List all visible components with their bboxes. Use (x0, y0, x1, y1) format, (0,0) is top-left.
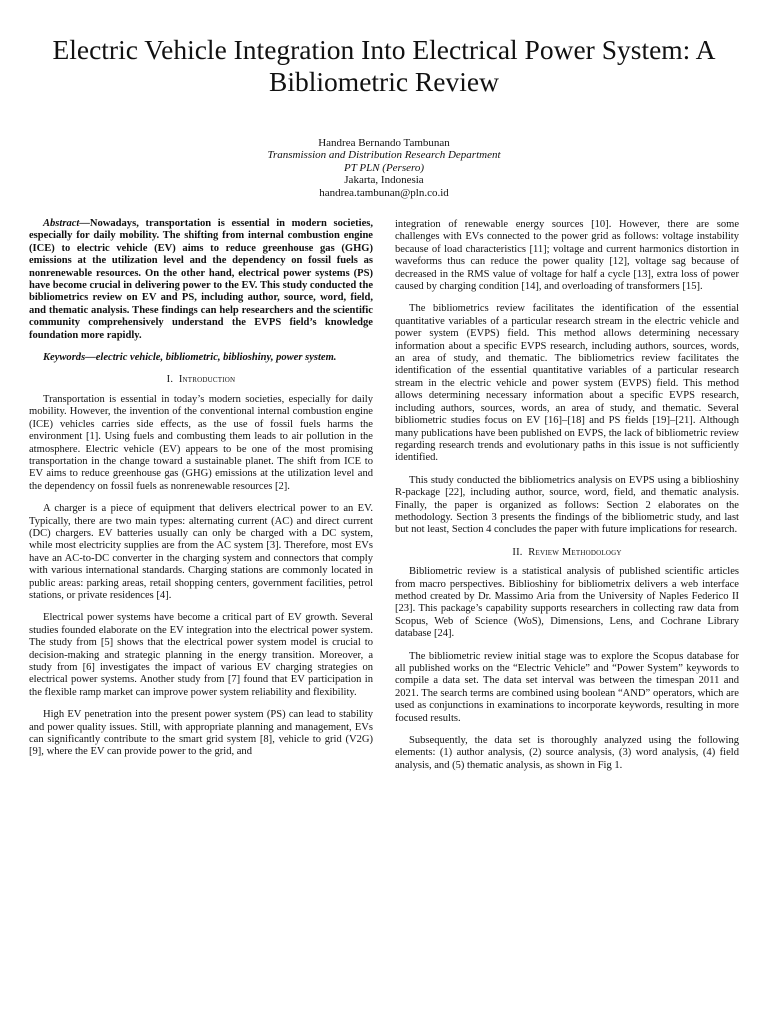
abstract-text: Nowadays, transportation is essential in modern societies, especially for daily mobility. The shifting from internal combustion engine (ICE) to electric vehicle (EV) aims to reduce greenhouse gas (GHG) emissions at the utilization level and the dependency on fossil fuels as nonrenewable resources. On the other hand, electrical power systems (PS) have become crucial in delivering power to the EV. This study conducted the bibliometrics review on EV and PS, including author, source, word, field, and thematic analysis. These findings can help researchers and the scientific community comprehensively understand the EVPS field’s knowledge foundation more rapidly. (29, 218, 373, 341)
author-organization: PT PLN (Persero) (343, 161, 425, 174)
keywords-label: Keywords— (43, 352, 96, 364)
left-column (29, 218, 373, 769)
abstract (29, 218, 373, 342)
paragraph-split-end: integration of renewable energy sources [10]. However, there are some challenges with EVs connected to the power grid as follows: voltage instability because of load characteristics [11]; voltage and current harmonics distortion in waveforms thus can reduce the power quality [12], voltage sag because of decreased in the RMS value of voltage for half a cycle [13], extra loss of power caused by charging condition [14], and overloading of transformers [15]. (395, 219, 739, 293)
section-title: Introduction (178, 374, 236, 386)
section-heading-methodology (395, 547, 739, 559)
paragraph: The bibliometric review initial stage was to explore the Scopus database for all published works on the “Electric Vehicle” and “Power System” keywords to compile a data set. The data set interval was between the timespan 2011 and 2021. The search terms are combined using boolean “AND” operators, which are used as conjunctions in examinations to incorporate keywords, resulting in more focused results. (395, 650, 739, 724)
author-department: Transmission and Distribution Research Department (267, 149, 501, 162)
section-number: I. (166, 374, 174, 386)
paragraph: The bibliometrics review facilitates the identification of the essential quantitative variables of a particular research stream in the electric vehicle and power system (EVPS) field. This method allows determining necessary information about a specific EVPS research, including authors, sources, words, an area of study, and thematic. The bibliometrics review facilitates the identification of the essential quantitative variables of a particular research stream in the electric vehicle and power system (EVPS) field. This method allows determining necessary information about a specific EVPS research, including authors, sources, words, an area of study, and thematic. Several bibliometric studies focus on EV [16]–[18] and PS fields [19]–[21]. Although many publications have been published on EVPS, the lack of bibliometric review regarding research trends and evolutionary paths in this issue is not sufficiently identified. (395, 303, 739, 464)
author-name: Handrea Bernando Tambunan (318, 137, 450, 149)
paragraph: This study conducted the bibliometrics analysis on EVPS using a biblioshiny R-package [22], including author, source, word, field, and thematic analysis. Finally, the paper is organized as follows: Section 2 elaborates on the methodology. Section 3 presents the findings of the bibliometric study, and last but not least, Section 4 concludes the paper with future implications for research. (395, 474, 739, 536)
section-heading-introduction (29, 374, 373, 386)
keywords-text: electric vehicle, bibliometric, biblioshiny, power system. (95, 352, 337, 364)
keywords (29, 352, 373, 364)
section-title: Review Methodology (528, 546, 622, 558)
right-column (395, 219, 739, 782)
author-block (184, 137, 584, 199)
section-number: II. (512, 546, 523, 558)
paragraph: A charger is a piece of equipment that delivers electrical power to an EV. Typically, there are two main types: alternating current (AC) and direct current (DC) chargers. EV batteries usually can only be charged with a DC system, while most electricity supplies are from the AC system [3]. Therefore, most EVs have an AC-to-DC converter in the charging system and connectors that comply with various international standards. Charging stations are commonly located in public areas: parking areas, retail shopping centers, government facilities, petrol stations, or private residences [4]. (29, 503, 373, 601)
paragraph: Transportation is essential in today’s modern societies, especially for daily mobility. However, the invention of the conventional internal combustion engine (ICE) vehicles carries side effects, as the use of fossil fuels harms the environment [1]. Using fuels and combusting them leads to air pollution in the atmosphere. Electric vehicle (EV) appears to be one of the most promising transportation in the change toward a sustainable planet. The shift from ICE to EV aims to reduce greenhouse gas (GHG) emissions at the utilization level and the dependency on fossil fuels as nonrenewable resources [2]. (29, 393, 373, 492)
paragraph: Subsequently, the data set is thoroughly analyzed using the following elements: (1) author analysis, (2) source analysis, (3) word analysis, (4) field analysis, and (5) thematic analysis, as shown in Fig 1. (395, 735, 739, 771)
paragraph: Electrical power systems have become a critical part of EV growth. Several studies founded elaborate on the EV integration into the electrical power system. The study from [5] shows that the electrical power system model is crucial to decision-making and strategic planning in the energy transition. Moreover, a study from [6] investigates the impact of various EV charging strategies on electrical power systems. Another study from [7] found that EV participation in the flexible ramp market can improve power system reliability and flexibility. (29, 612, 373, 698)
author-location: Jakarta, Indonesia (344, 174, 424, 187)
author-email: handrea.tambunan@pln.co.id (319, 186, 449, 199)
paper-title: Electric Vehicle Integration Into Electrical Power System: A Bibliometric Review (52, 34, 716, 97)
paragraph-split-start: High EV penetration into the present power system (PS) can lead to stability and power quality issues. Still, with appropriate planning and management, EVs can significantly contribute to the smart grid system [8], vehicle to grid (V2G) [9], where the EV can provide power to the grid, and (29, 709, 373, 758)
abstract-label: Abstract— (43, 218, 90, 229)
paragraph: Bibliometric review is a statistical analysis of published scientific articles from macro perspectives. Biblioshiny for bibliometrix delivers a web interface method created by Dr. Massimo Aria from the University of Naples Federico II [23]. This package’s capability supports researchers in collecting raw data from Scopus, Web of Science (WoS), Dimensions, Lens, and Cochrane Library database [24]. (395, 566, 739, 640)
